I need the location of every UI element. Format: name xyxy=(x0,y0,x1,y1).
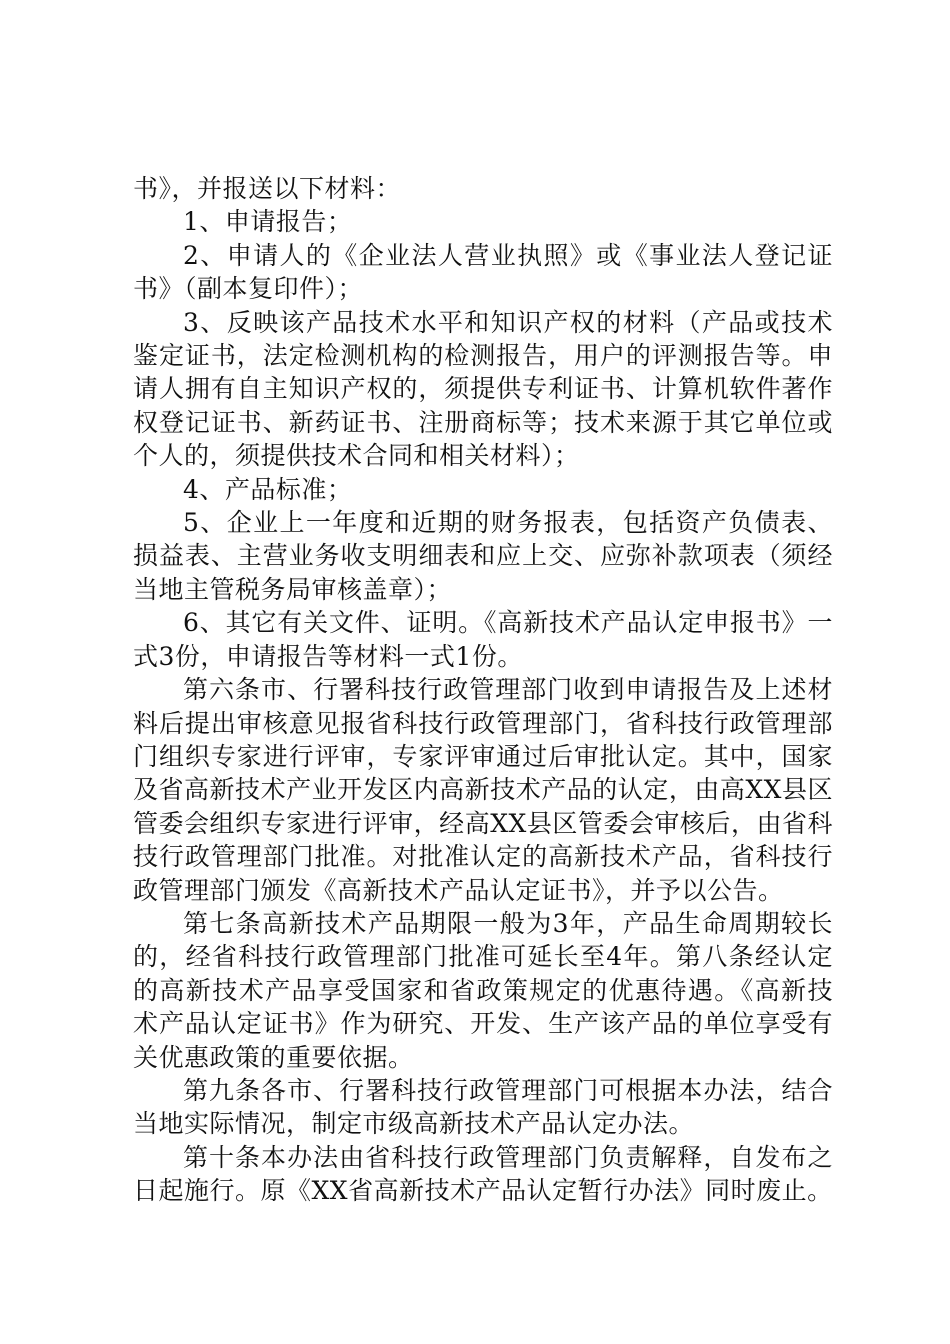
paragraph-item-1: 1、申请报告； xyxy=(183,207,353,237)
paragraph-item-6: 6、其它有关文件、证明。《高新技术产品认定申报书》一式3份，申请报告等材料一式1份。 xyxy=(133,608,833,671)
paragraph-article-7-8: 第七条高新技术产品期限一般为3年，产品生命周期较长的，经省科技行政管理部门批准可延长至4年。第八条经认定的高新技术产品享受国家和省政策规定的优惠待遇。《高新技术产品认定证书》作为研究、开发、生产该产品的单位享受有关优惠政策的重要依据。 xyxy=(133,908,833,1072)
paragraph-item-4: 4、产品标准； xyxy=(183,474,353,504)
paragraph-item-5: 5、企业上一年度和近期的财务报表，包括资产负债表、损益表、主营业务收支明细表和应上交、应弥补款项表（须经当地主管税务局审核盖章）； xyxy=(133,508,833,604)
paragraph-article-9: 第九条各市、行署科技行政管理部门可根据本办法，结合当地实际情况，制定市级高新技术产品认定办法。 xyxy=(133,1075,833,1139)
paragraph-continuation: 书》，并报送以下材料： xyxy=(133,174,402,203)
paragraph-article-6: 第六条市、行署科技行政管理部门收到申请报告及上述材料后提出审核意见报省科技行政管理部门，省科技行政管理部门组织专家进行评审，专家评审通过后审批认定。其中，国家及省高新技术产业开发区内高新技术产品的认定，由高XX县区管委会组织专家进行评审，经高XX县区管委会审核后，由省科技行政管理部门批准。对批准认定的高新技术产品，省科技行政管理部门颁发《高新技术产品认定证书》，并予以公告。 xyxy=(133,675,833,905)
paragraph-item-2: 2、申请人的《企业法人营业执照》或《事业法人登记证书》（副本复印件）； xyxy=(133,240,833,304)
paragraph-article-10: 第十条本办法由省科技行政管理部门负责解释，自发布之日起施行。原《XX省高新技术产品认定暂行办法》同时废止。 xyxy=(133,1142,833,1206)
document-body xyxy=(133,172,833,1208)
paragraph-item-3: 3、反映该产品技术水平和知识产权的材料（产品或技术鉴定证书，法定检测机构的检测报告，用户的评测报告等。申请人拥有自主知识产权的，须提供专利证书、计算机软件著作权登记证书、新药证书、注册商标等；技术来源于其它单位或个人的，须提供技术合同和相关材料）； xyxy=(133,307,833,471)
